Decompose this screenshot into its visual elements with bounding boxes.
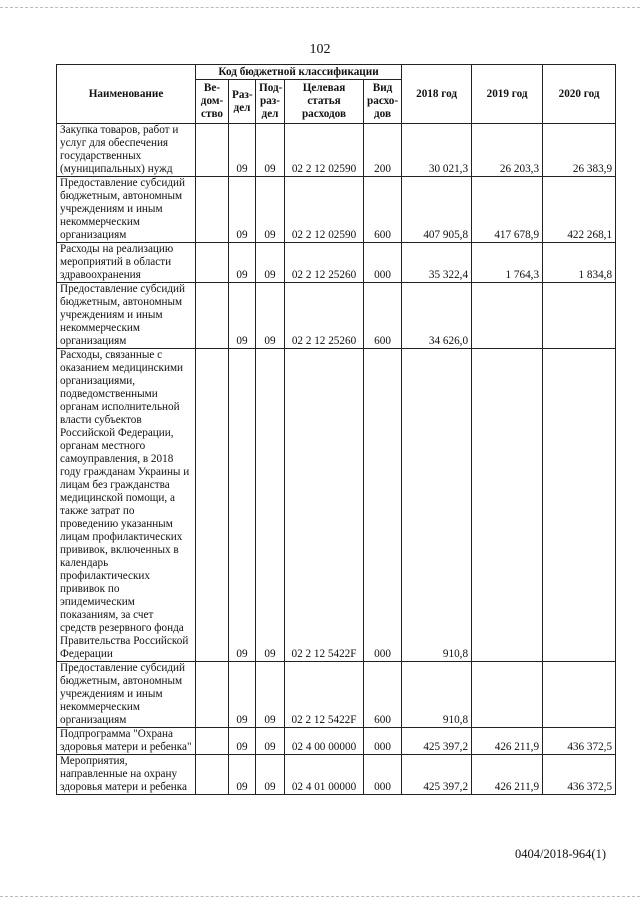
header-razdel: Раз-дел <box>229 80 256 124</box>
header-2020: 2020 год <box>543 65 616 124</box>
row-name-cell: Предоставление субсидий бюджетным, автономным учреждениям и иным некоммерческим организациям <box>57 662 196 728</box>
row-vedomstvo-cell <box>196 243 229 283</box>
row-razdel-cell: 09 <box>229 349 256 662</box>
row-vedomstvo-cell <box>196 349 229 662</box>
row-name-cell: Предоставление субсидий бюджетным, автономным учреждениям и иным некоммерческим организациям <box>57 283 196 349</box>
row-razdel-cell: 09 <box>229 755 256 795</box>
row-2019-cell: 426 211,9 <box>472 755 543 795</box>
row-vid-cell: 000 <box>364 243 402 283</box>
row-target-cell: 02 2 12 25260 <box>285 243 364 283</box>
row-name-cell: Расходы, связанные с оказанием медицинскими организациями, подведомственными органам исполнительной власти субъектов Российской Федерации, органам местного самоуправления, в 2018 году гражданам Украины и лицам без гражданства медицинской помощи, а также затрат по проведению указанным лицам профилактических прививок, включенных в календарь профилактических прививок по эпидемическим показаниям, за счет средств резервного фонда Правительства Российской Федерации <box>57 349 196 662</box>
row-2018-cell: 425 397,2 <box>402 755 472 795</box>
row-vedomstvo-cell <box>196 177 229 243</box>
row-podrazdel-cell: 09 <box>256 755 285 795</box>
row-2019-cell <box>472 349 543 662</box>
row-name-cell: Мероприятия, направленные на охрану здоровья матери и ребенка <box>57 755 196 795</box>
row-target-cell: 02 2 12 25260 <box>285 283 364 349</box>
row-vedomstvo-cell <box>196 124 229 177</box>
row-name-cell: Закупка товаров, работ и услуг для обеспечения государственных (муниципальных) нужд <box>57 124 196 177</box>
row-2019-cell: 417 678,9 <box>472 177 543 243</box>
table-row <box>57 662 616 728</box>
table-row <box>57 728 616 755</box>
table-row <box>57 177 616 243</box>
header-2019: 2019 год <box>472 65 543 124</box>
row-podrazdel-cell: 09 <box>256 124 285 177</box>
scan-edge-bottom <box>0 896 640 898</box>
row-razdel-cell: 09 <box>229 243 256 283</box>
row-2018-cell: 910,8 <box>402 662 472 728</box>
row-2020-cell: 1 834,8 <box>543 243 616 283</box>
row-2020-cell: 26 383,9 <box>543 124 616 177</box>
row-podrazdel-cell: 09 <box>256 283 285 349</box>
budget-table <box>56 64 616 795</box>
row-podrazdel-cell: 09 <box>256 177 285 243</box>
row-2018-cell: 910,8 <box>402 349 472 662</box>
row-2018-cell: 407 905,8 <box>402 177 472 243</box>
row-target-cell: 02 2 12 02590 <box>285 177 364 243</box>
header-vid: Вид расхо-дов <box>364 80 402 124</box>
row-target-cell: 02 4 01 00000 <box>285 755 364 795</box>
scan-edge-top <box>0 7 640 9</box>
header-vedomstvo: Ве-дом-ство <box>196 80 229 124</box>
row-razdel-cell: 09 <box>229 728 256 755</box>
row-podrazdel-cell: 09 <box>256 349 285 662</box>
row-2020-cell <box>543 662 616 728</box>
row-2019-cell <box>472 662 543 728</box>
row-vid-cell: 200 <box>364 124 402 177</box>
row-2018-cell: 30 021,3 <box>402 124 472 177</box>
header-podrazdel: Под-раз-дел <box>256 80 285 124</box>
row-razdel-cell: 09 <box>229 124 256 177</box>
table-row <box>57 243 616 283</box>
row-2020-cell: 422 268,1 <box>543 177 616 243</box>
row-2019-cell <box>472 283 543 349</box>
row-vid-cell: 600 <box>364 177 402 243</box>
row-vid-cell: 000 <box>364 728 402 755</box>
row-2019-cell: 1 764,3 <box>472 243 543 283</box>
row-vid-cell: 000 <box>364 349 402 662</box>
row-vid-cell: 000 <box>364 755 402 795</box>
document-code: 0404/2018-964(1) <box>515 847 606 861</box>
row-podrazdel-cell: 09 <box>256 243 285 283</box>
row-vid-cell: 600 <box>364 662 402 728</box>
row-target-cell: 02 4 00 00000 <box>285 728 364 755</box>
row-vedomstvo-cell <box>196 728 229 755</box>
row-name-cell: Предоставление субсидий бюджетным, автономным учреждениям и иным некоммерческим организациям <box>57 177 196 243</box>
row-2019-cell: 426 211,9 <box>472 728 543 755</box>
table-row <box>57 349 616 662</box>
header-name: Наименование <box>57 65 196 124</box>
row-vedomstvo-cell <box>196 283 229 349</box>
row-podrazdel-cell: 09 <box>256 728 285 755</box>
row-2018-cell: 35 322,4 <box>402 243 472 283</box>
row-razdel-cell: 09 <box>229 662 256 728</box>
row-2019-cell: 26 203,3 <box>472 124 543 177</box>
page-number: 102 <box>309 42 331 57</box>
row-2020-cell: 436 372,5 <box>543 755 616 795</box>
row-vid-cell: 600 <box>364 283 402 349</box>
table-row <box>57 755 616 795</box>
table-row <box>57 124 616 177</box>
table-body <box>57 124 616 795</box>
row-2020-cell <box>543 283 616 349</box>
row-2018-cell: 425 397,2 <box>402 728 472 755</box>
row-razdel-cell: 09 <box>229 283 256 349</box>
header-code-group: Код бюджетной классификации <box>196 65 402 80</box>
header-2018: 2018 год <box>402 65 472 124</box>
row-name-cell: Подпрограмма "Охрана здоровья матери и ребенка" <box>57 728 196 755</box>
row-vedomstvo-cell <box>196 755 229 795</box>
row-target-cell: 02 2 12 02590 <box>285 124 364 177</box>
row-2018-cell: 34 626,0 <box>402 283 472 349</box>
row-podrazdel-cell: 09 <box>256 662 285 728</box>
row-2020-cell: 436 372,5 <box>543 728 616 755</box>
row-target-cell: 02 2 12 5422F <box>285 349 364 662</box>
table-row <box>57 283 616 349</box>
row-vedomstvo-cell <box>196 662 229 728</box>
row-name-cell: Расходы на реализацию мероприятий в области здравоохранения <box>57 243 196 283</box>
row-2020-cell <box>543 349 616 662</box>
row-razdel-cell: 09 <box>229 177 256 243</box>
header-target: Целевая статья расходов <box>285 80 364 124</box>
row-target-cell: 02 2 12 5422F <box>285 662 364 728</box>
